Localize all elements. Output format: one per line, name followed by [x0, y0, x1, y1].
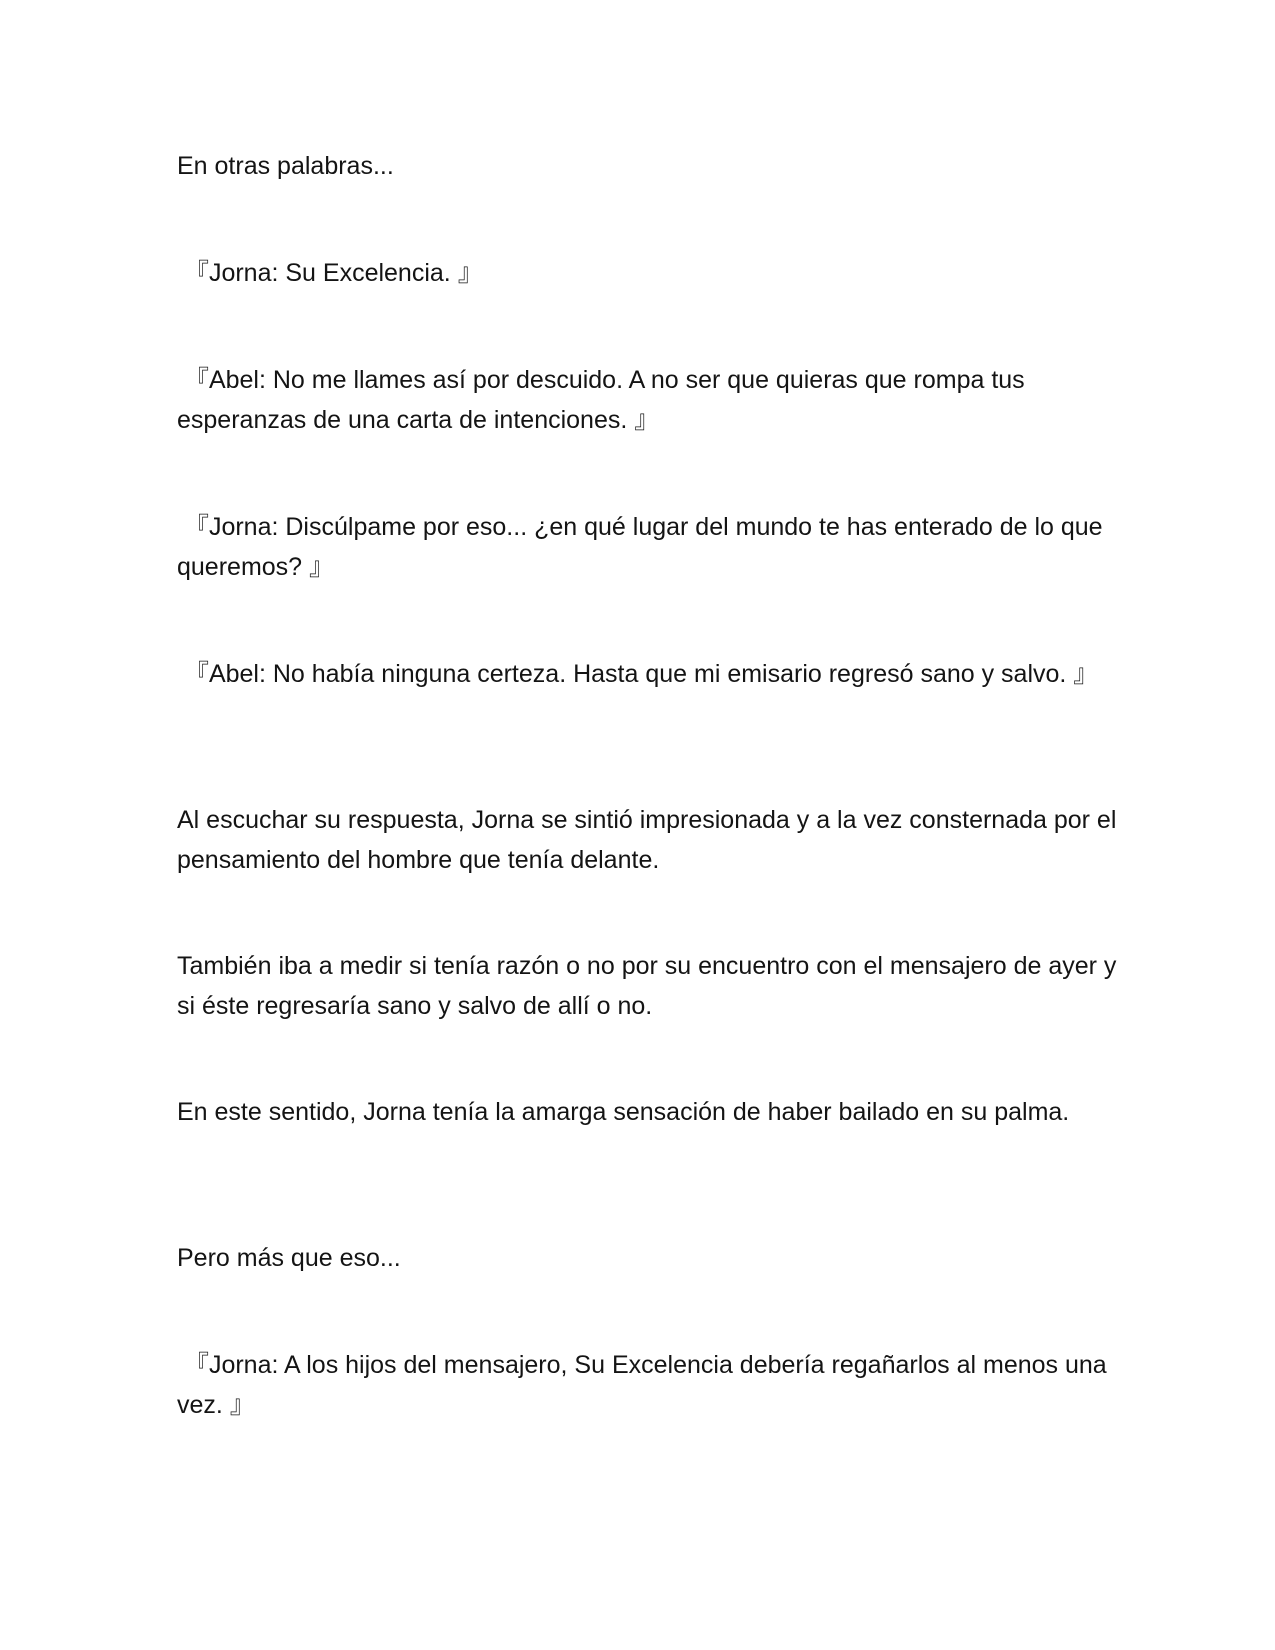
paragraph-dialogue: 『Jorna: Su Excelencia. 』 — [177, 259, 483, 287]
paragraph-narration: Al escuchar su respuesta, Jorna se sintió impresionada y a la vez consternada por el pensamiento del hombre que tenía delante. — [177, 806, 1117, 874]
paragraph-narration: En otras palabras... — [177, 152, 394, 180]
paragraph-dialogue: 『Abel: No me llames así por descuido. A no ser que quieras que rompa tus esperanzas de una carta de intenciones. 』 — [177, 366, 1025, 434]
paragraph-dialogue: 『Jorna: A los hijos del mensajero, Su Excelencia debería regañarlos al menos una vez. 』 — [177, 1351, 1107, 1419]
paragraph-narration: Pero más que eso... — [177, 1244, 401, 1272]
paragraph-narration: En este sentido, Jorna tenía la amarga sensación de haber bailado en su palma. — [177, 1098, 1070, 1126]
paragraph-dialogue: 『Jorna: Discúlpame por eso... ¿en qué lugar del mundo te has enterado de lo que queremos? 』 — [177, 513, 1103, 581]
paragraph-narration: También iba a medir si tenía razón o no por su encuentro con el mensajero de ayer y si éste regresaría sano y salvo de allí o no. — [177, 952, 1117, 1020]
paragraph-dialogue: 『Abel: No había ninguna certeza. Hasta que mi emisario regresó sano y salvo. 』 — [177, 660, 1099, 688]
